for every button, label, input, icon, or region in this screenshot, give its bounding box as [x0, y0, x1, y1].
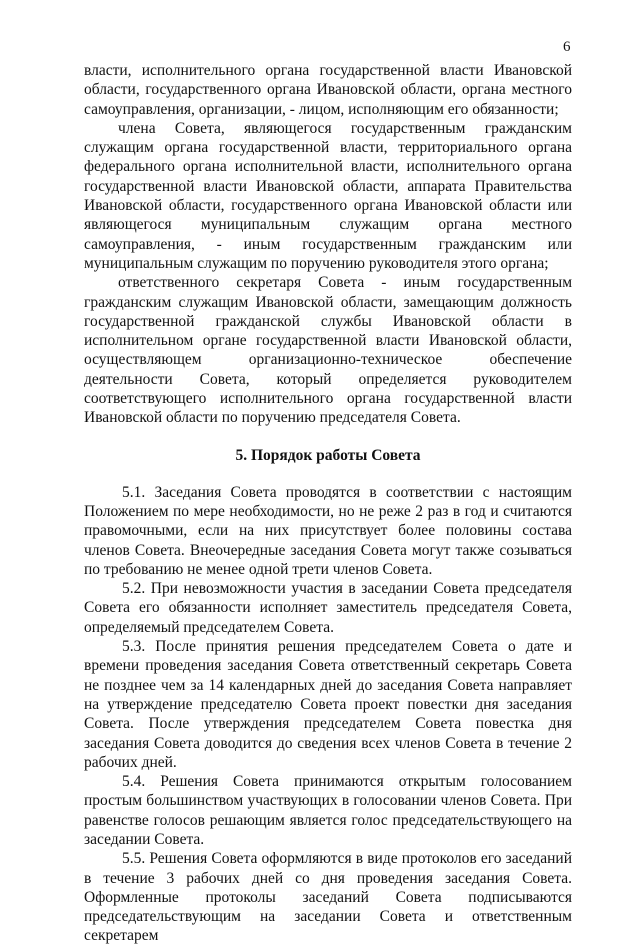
paragraph-secretary: ответственного секретаря Совета - иным государственным гражданским служащим Ивановской области, замещающим должность государственной гражданской службы Ивановской области в исполнительном органе государственной власти Ивановской области, осуществляющем организационно-техническое обеспечение деятельности Совета, который определяется руководителем соответствующего исполнительного органа государственной власти Ивановской области по поручению председателя Совета.: [84, 274, 572, 427]
paragraph-5-4: 5.4. Решения Совета принимаются открытым голосованием простым большинством участвующих в голосовании членов Совета. При равенстве голосов решающим является голос председательствующего на заседании Совета.: [84, 773, 572, 848]
section-heading: 5. Порядок работы Совета: [235, 446, 421, 464]
paragraph-5-3: 5.3. После принятия решения председателем Совета о дате и времени проведения заседания Совета ответственный секретарь Совета не позднее чем за 14 календарных дней до заседания Совета направляет на утверждение председателю Совета проект повестки дня заседания Совета. После утверждения председателем Совета повестка дня заседания Совета доводится до сведения всех членов Совета в течение 2 рабочих дней.: [84, 638, 572, 771]
paragraph-continuation: власти, исполнительного органа государственной власти Ивановской области, государственного органа Ивановской области, органа местного самоуправления, организации, - лицом, исполняющим его обязанности;: [84, 62, 572, 118]
paragraph-5-1: 5.1. Заседания Совета проводятся в соответствии с настоящим Положением по мере необходимости, но не реже 2 раз в год и считаются правомочными, если на них присутствует более половины состава членов Совета. Внеочередные заседания Совета могут также созываться по требованию не менее одной трети членов Совета.: [84, 483, 572, 578]
paragraph-5-2: 5.2. При невозможности участия в заседании Совета председателя Совета его обязанности исполняет заместитель председателя Совета, определяемый председателем Совета.: [84, 580, 572, 636]
paragraph-council-member: члена Совета, являющегося государственным гражданским служащим органа государственной власти, территориального органа федерального органа исполнительной власти, исполнительного органа государственной власти Ивановской области, аппарата Правительства Ивановской области, государственного органа Ивановской области или являющегося муниципальным служащим органа местного самоуправления, - иным государственным гражданским или муниципальным служащим по поручению руководителя этого органа;: [84, 119, 572, 272]
paragraph-5-5: 5.5. Решения Совета оформляются в виде протоколов его заседаний в течение 3 рабочих дней со дня проведения заседания Совета. Оформленные протоколы заседаний Совета подписываются председательствующим на заседании Совета и ответственным секретарем: [84, 850, 572, 945]
page-number: 6: [563, 39, 571, 55]
document-body: [84, 61, 572, 946]
